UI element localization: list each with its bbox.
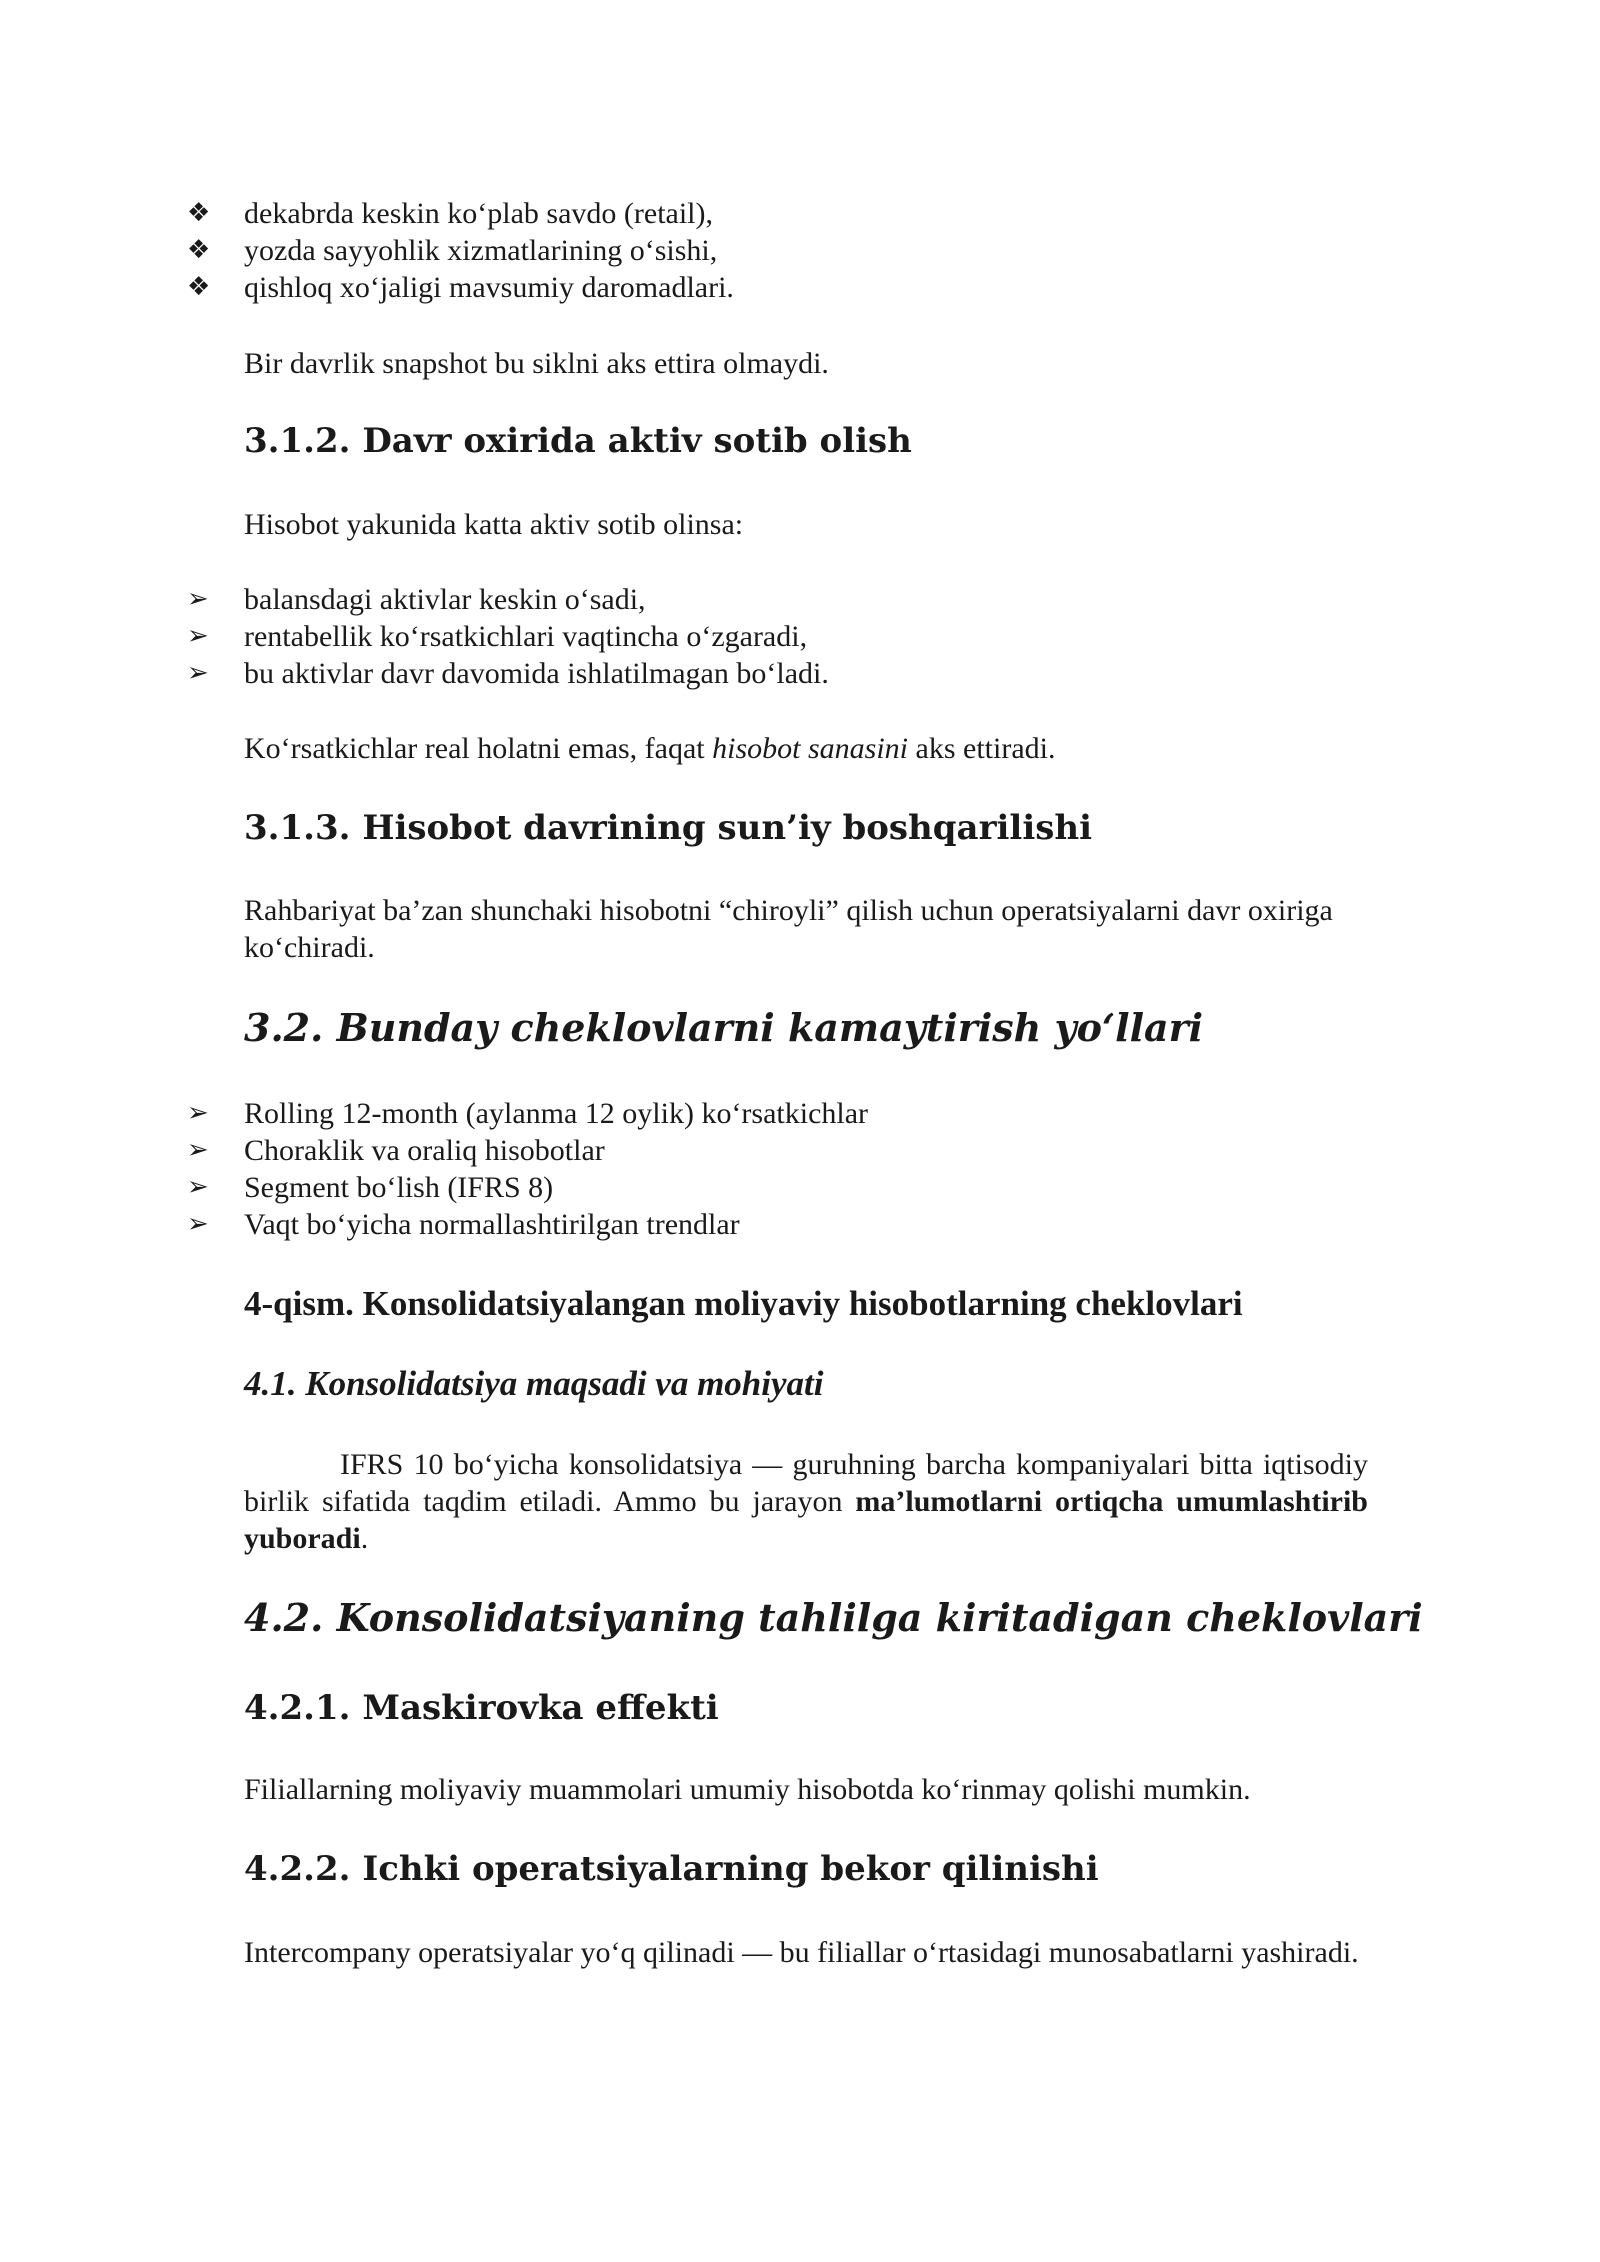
arrow-bullet-icon: ➢ [187, 584, 209, 614]
heading-4-2-1: 4.2.1. Maskirovka effekti [244, 1688, 719, 1728]
heading-4-1: 4.1. Konsolidatsiya maqsadi va mohiyati [244, 1364, 824, 1403]
asset-purchase-paragraph: Hisobot yakunida katta aktiv sotib olinsa: [244, 508, 744, 541]
heading-4-2-2: 4.2.2. Ichki operatsiyalarning bekor qilinishi [244, 1849, 1099, 1889]
heading-3-1-2: 3.1.2. Davr oxirida aktiv sotib olish [244, 421, 912, 461]
management-paragraph: Rahbariyat ba’zan shunchaki hisobotni “chiroyli” qilish uchun operatsiyalarni davr oxiriga ko‘chiradi. [244, 894, 1333, 964]
heading-3-2: 3.2. Bunday cheklovlarni kamaytirish yo‘llari [244, 1005, 1204, 1050]
indicators-paragraph: Ko‘rsatkichlar real holatni emas, faqat hisobot sanasini aks ettiradi. [244, 732, 1056, 765]
heading-3-1-3: 3.1.3. Hisobot davrining sun’iy boshqarilishi [244, 808, 1093, 848]
diamond-bullet-icon: ❖ [187, 235, 211, 265]
bold-emphasis-text: ma’lumotlarni ortiqcha umumlashtirib yuboradi [244, 1485, 1368, 1555]
document-page: ❖ dekabrda keskin ko‘plab savdo (retail), ❖ yozda sayyohlik xizmatlarining o‘sishi, ❖ qishloq xo‘jaligi mavsumiy daromadlari. Bir davrlik snapshot bu siklni aks ettira olmaydi. 3.1.2. Davr oxirida aktiv sotib olish Hisobot yakunida katta aktiv sotib olinsa: ➢ balansdagi aktivlar keskin o‘sadi, ➢ rentabellik ko‘rsatkichlari vaqtincha o‘zgaradi, ➢ bu aktivlar davr davomida ishlatilmagan bo‘ladi. Ko‘rsatkichlar real holatni emas, faqat hisobot sanasini aks ettiradi. 3.1.3. Hisobot davrining sun’iy boshqarilishi Rahbariyat ba’zan shunchaki hisobotni “chiroyli” qilish uchun operatsiyalarni davr oxiriga ko‘chiradi. 3.2. Bunday cheklovlarni kamaytirish yo‘llari ➢ Rolling 12-month (aylanma 12 oylik) ko‘rsatkichlar ➢ Choraklik va oraliq hisobotlar ➢ Segment bo‘lish (IFRS 8) ➢ Vaqt bo‘yicha normallashtirilgan trendlar 4-qism. Konsolidatsiyalangan moliyaviy hisobotlarning cheklovlari 4.1. Konsolidatsiya maqsadi va mohiyati IFRS 10 bo‘yicha konsolidatsiya — guruhning barcha kompaniyalari bitta iqtisodiy birlik sifatida taqdim etiladi. Ammo bu jarayon ma’lumotlarni ortiqcha umumlashtirib yuboradi. 4.2. Konsolidatsiyaning tahlilga kiritadigan cheklovlari 4.2.1. Maskirovka effekti Filiallarning moliyaviy muammolari umumiy hisobotda ko‘rinmay qolishi mumkin. 4.2.2. Ichki operatsiyalarning bekor qilinishi Intercompany operatsiyalar yo‘q qilinadi — bu filiallar o‘rtasidagi munosabatlarni yashiradi. [187, 197, 1423, 1969]
heading-4-2: 4.2. Konsolidatsiyaning tahlilga kiritadigan cheklovlari [244, 1595, 1423, 1640]
ifrs-paragraph: IFRS 10 bo‘yicha konsolidatsiya — guruhning barcha kompaniyalari bitta iqtisodiy birlik sifatida taqdim etiladi. Ammo bu jarayon ma’lumotlarni ortiqcha umumlashtirib yuboradi. [244, 1448, 1368, 1555]
emphasis-text: hisobot sanasini [712, 732, 909, 765]
snapshot-paragraph: Bir davrlik snapshot bu siklni aks ettira olmaydi. [244, 347, 829, 380]
arrow-bullet-icon: ➢ [187, 1209, 209, 1239]
diamond-bullet-icon: ❖ [187, 198, 211, 228]
arrow-bullet-icon: ➢ [187, 621, 209, 651]
heading-part-4: 4-qism. Konsolidatsiyalangan moliyaviy hisobotlarning cheklovlari [244, 1284, 1243, 1323]
arrow-bullet-icon: ➢ [187, 658, 209, 688]
subsidiaries-paragraph: Filiallarning moliyaviy muammolari umumiy hisobotda ko‘rinmay qolishi mumkin. [244, 1773, 1251, 1806]
diamond-bullet-icon: ❖ [187, 272, 211, 302]
arrow-bullet-icon: ➢ [187, 1172, 209, 1202]
arrow-bullet-icon: ➢ [187, 1098, 209, 1128]
intercompany-paragraph: Intercompany operatsiyalar yo‘q qilinadi — bu filiallar o‘rtasidagi munosabatlarni yashiradi. [244, 1936, 1359, 1969]
arrow-bullet-icon: ➢ [187, 1135, 209, 1165]
